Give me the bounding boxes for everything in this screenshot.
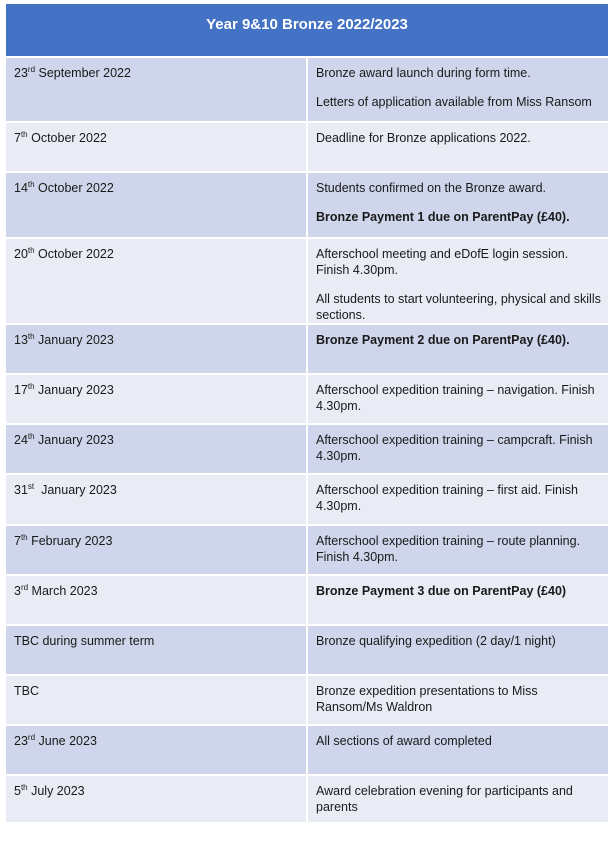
event-cell: [307, 675, 608, 725]
event-line: Afterschool expedition training – navigation. Finish 4.30pm.: [316, 383, 595, 413]
event-cell: [307, 424, 608, 474]
date-suffix: th: [27, 382, 35, 391]
event-line: Bronze award launch during form time.: [316, 66, 531, 80]
date-cell: [6, 122, 307, 172]
date-suffix: rd: [20, 583, 29, 592]
event-line: Bronze qualifying expedition (2 day/1 night): [316, 634, 556, 648]
event-line: Afterschool expedition training – route planning. Finish 4.30pm.: [316, 534, 581, 564]
date-cell: [6, 775, 307, 823]
date-suffix: th: [20, 130, 28, 139]
event-cell: [307, 474, 608, 525]
date-day: 7: [14, 534, 21, 548]
event-line: Letters of application available from Miss Ransom: [316, 95, 592, 109]
date-suffix: th: [27, 246, 35, 255]
event-cell: [307, 725, 608, 775]
table-row: [6, 675, 608, 725]
date-day: TBC: [14, 684, 39, 698]
table-row: [6, 122, 608, 172]
table-header-row: [6, 4, 608, 57]
event-cell: [307, 57, 608, 122]
table-row: [6, 575, 608, 625]
date-suffix: th: [20, 533, 28, 542]
date-day: 7: [14, 131, 21, 145]
date-cell: [6, 625, 307, 675]
event-cell: [307, 374, 608, 424]
table-row: [6, 525, 608, 575]
event-line-bold: Bronze Payment 1 due on ParentPay (£40).: [316, 210, 570, 224]
table-row: [6, 57, 608, 122]
date-suffix: st: [27, 482, 35, 491]
event-cell: [307, 122, 608, 172]
date-cell: [6, 725, 307, 775]
date-cell: [6, 238, 307, 324]
event-cell: [307, 525, 608, 575]
date-rest: June 2023: [35, 734, 97, 748]
event-line-bold: Bronze Payment 2 due on ParentPay (£40).: [316, 333, 570, 347]
date-day: 5: [14, 784, 21, 798]
event-line-bold: Bronze Payment 3 due on ParentPay (£40): [316, 584, 567, 598]
date-suffix: rd: [27, 733, 36, 742]
event-cell: [307, 324, 608, 374]
date-day: 24: [14, 433, 28, 447]
event-line: Afterschool meeting and eDofE login session. Finish 4.30pm.: [316, 247, 569, 277]
date-day: 23: [14, 734, 28, 748]
event-line: Deadline for Bronze applications 2022.: [316, 131, 531, 145]
date-cell: [6, 374, 307, 424]
table-row: [6, 324, 608, 374]
event-cell: [307, 775, 608, 823]
table-row: [6, 775, 608, 823]
date-cell: [6, 324, 307, 374]
date-rest: July 2023: [27, 784, 85, 798]
date-rest: January 2023: [34, 433, 114, 447]
table-row: [6, 238, 608, 324]
date-suffix: th: [27, 332, 35, 341]
date-day: TBC during summer term: [14, 634, 155, 648]
event-line: Award celebration evening for participants and parents: [316, 784, 573, 814]
table-row: [6, 374, 608, 424]
event-line: All sections of award completed: [316, 734, 492, 748]
date-rest: October 2022: [27, 131, 107, 145]
table-row: [6, 725, 608, 775]
date-rest: January 2023: [34, 383, 114, 397]
table-title: Year 9&10 Bronze 2022/2023: [6, 4, 608, 57]
event-cell: [307, 238, 608, 324]
table-row: [6, 172, 608, 238]
date-rest: October 2022: [34, 181, 114, 195]
event-cell: [307, 625, 608, 675]
date-day: 14: [14, 181, 28, 195]
date-suffix: th: [20, 783, 28, 792]
date-rest: February 2023: [27, 534, 113, 548]
date-cell: [6, 424, 307, 474]
date-suffix: th: [27, 432, 35, 441]
date-cell: [6, 525, 307, 575]
date-rest: January 2023: [34, 483, 117, 497]
date-rest: March 2023: [28, 584, 98, 598]
date-day: 31: [14, 483, 28, 497]
date-cell: [6, 57, 307, 122]
event-line: Afterschool expedition training – first aid. Finish 4.30pm.: [316, 483, 578, 513]
date-suffix: th: [27, 180, 35, 189]
date-cell: [6, 675, 307, 725]
date-cell: [6, 172, 307, 238]
bronze-schedule-table: [6, 4, 608, 824]
event-line: All students to start volunteering, physical and skills sections.: [316, 292, 601, 322]
event-line: Bronze expedition presentations to Miss Ransom/Ms Waldron: [316, 684, 538, 714]
table-row: [6, 625, 608, 675]
event-line: Afterschool expedition training – campcraft. Finish 4.30pm.: [316, 433, 593, 463]
date-day: 23: [14, 66, 28, 80]
date-rest: September 2022: [35, 66, 131, 80]
date-day: 20: [14, 247, 28, 261]
date-cell: [6, 575, 307, 625]
date-day: 17: [14, 383, 28, 397]
table-row: [6, 424, 608, 474]
date-rest: January 2023: [34, 333, 114, 347]
date-day: 13: [14, 333, 28, 347]
date-rest: October 2022: [34, 247, 114, 261]
date-cell: [6, 474, 307, 525]
event-cell: [307, 172, 608, 238]
event-line: Students confirmed on the Bronze award.: [316, 181, 546, 195]
event-cell: [307, 575, 608, 625]
date-day: 3: [14, 584, 21, 598]
table-row: [6, 474, 608, 525]
date-suffix: rd: [27, 65, 36, 74]
